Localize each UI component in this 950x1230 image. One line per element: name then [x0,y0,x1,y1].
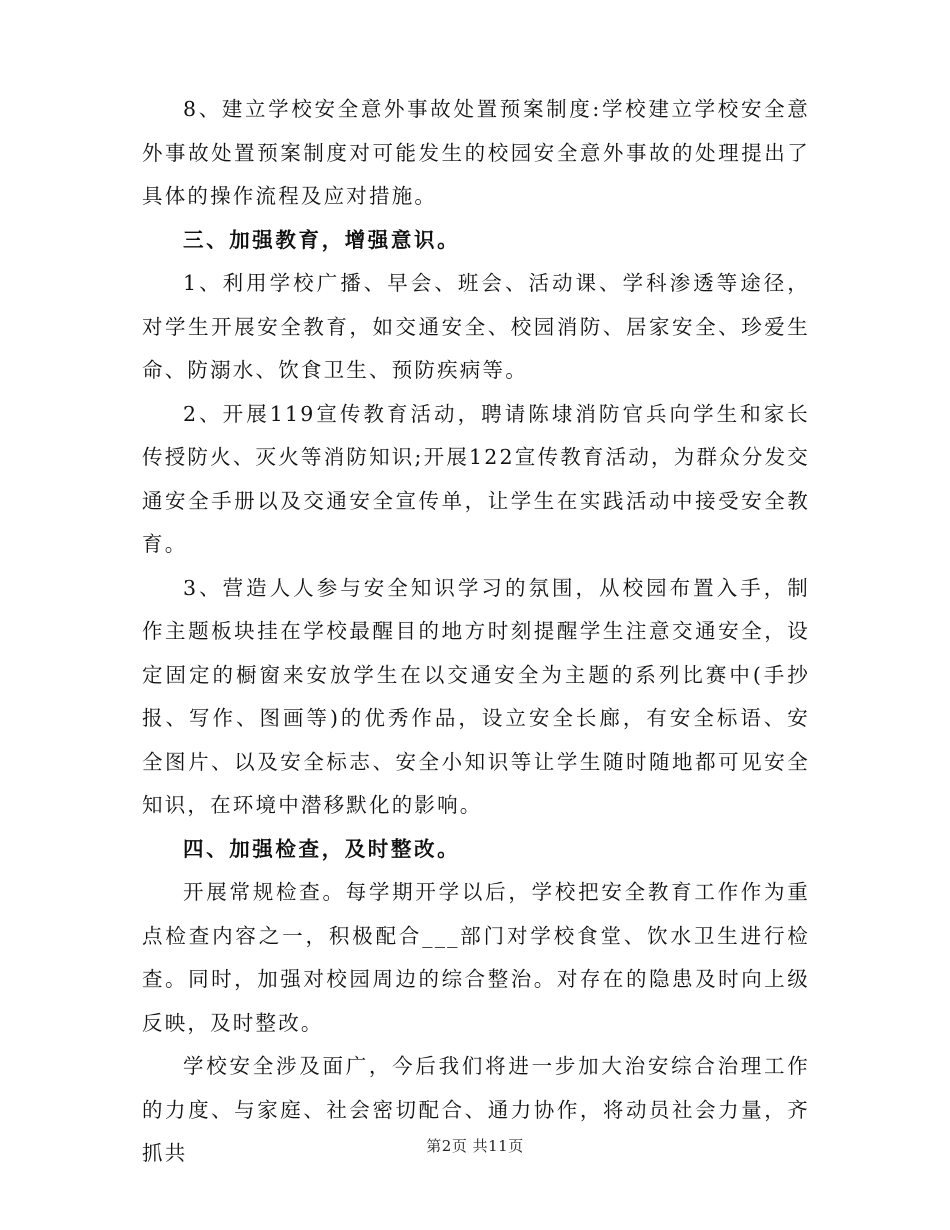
paragraph-inspection: 开展常规检查。每学期开学以后，学校把安全教育工作作为重点检查内容之一，积极配合___部门对学校食堂、饮水卫生进行检查。同时，加强对校园周边的综合整治。对存在的隐患及时向上级反映，及时整改。 [142,880,810,1035]
paragraph-conclusion: 学校安全涉及面广，今后我们将进一步加大治安综合治理工作的力度、与家庭、社会密切配合、通力协作，将动员社会力量，齐抓共 [142,1054,810,1165]
paragraph-item-3: 3、营造人人参与安全知识学习的氛围，从校园布置入手，制作主题板块挂在学校最醒目的地方时刻提醒学生注意交通安全，设定固定的橱窗来安放学生在以交通安全为主题的系列比赛中(手抄报、写作、图画等)的优秀作品，设立安全长廊，有安全标语、安全图片、以及安全标志、安全小知识等让学生随时随地都可见安全知识，在环境中潜移默化的影响。 [142,575,810,817]
paragraph-item-1: 1、利用学校广播、早会、班会、活动课、学科渗透等途径，对学生开展安全教育，如交通安全、校园消防、居家安全、珍爱生命、防溺水、饮食卫生、预防疾病等。 [142,271,810,382]
document-body [142,88,810,1176]
paragraph-item-2: 2、开展119宣传教育活动，聘请陈埭消防官兵向学生和家长传授防火、灭火等消防知识;开展122宣传教育活动，为群众分发交通安全手册以及交通安全宣传单，让学生在实践活动中接受安全教育。 [142,401,810,556]
section-heading-3: 三、加强教育，增强意识。 [183,227,461,252]
section-heading-4: 四、加强检查，及时整改。 [183,836,461,861]
page-number-footer: 第2页 共11页 [426,1137,524,1155]
paragraph-item-8: 8、建立学校安全意外事故处置预案制度:学校建立学校安全意外事故处置预案制度对可能发生的校园安全意外事故的处理提出了具体的操作流程及应对措施。 [142,97,810,208]
